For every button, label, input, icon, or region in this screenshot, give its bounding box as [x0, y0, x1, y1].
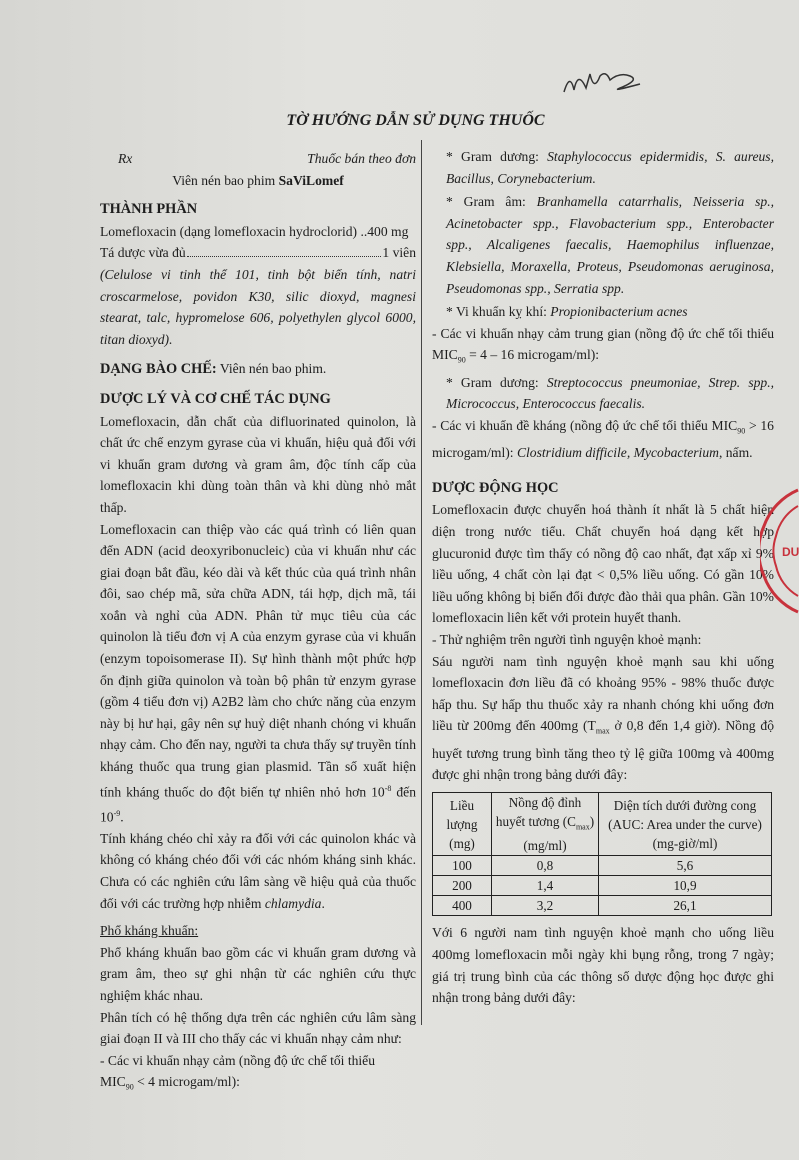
table-row [433, 856, 772, 876]
rx-label: Rx [118, 151, 133, 166]
sensitive-mic-value: < 4 microgam/ml): [133, 1074, 240, 1090]
p2-sup1: -8 [384, 783, 392, 793]
inter-gram-pos-label: * Gram dương: [446, 374, 547, 390]
mic-sub: 90 [737, 426, 746, 436]
excipients-list: (Celulose vi tinh thể 101, tinh bột biến tính, natri croscarmelose, povidon K30, silic dioxyd, magnesi stearat, talc, hypromelose 606, polyethylen glycol 6000, titan dioxyd). [100, 266, 416, 347]
mic-label: MIC [432, 347, 458, 363]
composition-line1: Lomefloxacin (dạng lomefloxacin hydroclorid) ..400 mg [100, 223, 409, 239]
cell: 200 [433, 876, 492, 896]
intermediate-intro: - Các vi khuẩn nhạy cảm trung gian (nồng độ ức chế tối thiểu [432, 325, 774, 341]
anaerobe-list: Propionibacterium acnes [550, 304, 688, 320]
official-stamp [760, 486, 799, 616]
intermediate-mic: = 4 – 16 microgam/ml): [465, 347, 600, 363]
mic-label: MIC [100, 1074, 126, 1090]
dot-leader [187, 256, 382, 257]
product-name: SaViLomef [278, 172, 344, 188]
resistant-list: Clostridium difficile, Mycobacterium [516, 445, 719, 461]
pk-p4: Với 6 người nam tình nguyện khoẻ mạnh cho uống liều 400mg lomefloxacin mỗi ngày khi bụng rỗng, trong 7 ngày; giá trị trung bình của các thông số dược động học được ghi nhận trong bảng dưới đây: [432, 925, 774, 1006]
dosage-form-text: Viên nén bao phim. [216, 361, 327, 377]
cell: 10,9 [599, 876, 772, 896]
pharmacology-p2 [100, 519, 416, 828]
table-row [433, 876, 772, 896]
right-column [432, 146, 774, 1009]
cell: 400 [433, 896, 492, 916]
p3-text: Tính kháng chéo chỉ xảy ra đối với các quinolon khác và không có kháng chéo đối với các nhóm kháng sinh khác. Chưa có các nghiên cứu lâm sàng về hiệu quả của thuốc đối với các trường hợp nhiễm [100, 830, 416, 911]
handwritten-signature [560, 62, 650, 102]
cmax-label: Nồng độ đỉnh huyết tương (C [495, 794, 582, 829]
pharmacology-p1: Lomefloxacin, dẫn chất của difluorinated quinolon, là chất ức chế enzym gyrase của vi khuẩn, hiệu quả đối với vi khuẩn gram dương và gram âm, độc tính cấp của lomefloxacin khi dùng toàn thân và khi dùng nhỏ mắt thấp. [100, 413, 416, 515]
inter-gram-pos-list: Streptococcus pneumoniae, Strep. spp., Micrococcus, Enterococcus faecalis. [446, 374, 774, 412]
left-column [100, 148, 416, 1099]
dosage-form-heading: DẠNG BÀO CHẾ: [100, 361, 217, 378]
header-auc: Diện tích dưới đường cong (AUC: Area under the curve) (mg-giờ/ml) [599, 792, 772, 856]
p2-mid: đến 10 [100, 784, 416, 825]
cell: 1,4 [492, 876, 599, 896]
cell: 26,1 [599, 896, 772, 916]
gram-neg-label: * Gram âm: [446, 194, 537, 210]
gram-pos-list: Staphylococcus epidermidis, S. aureus, Bacillus, Corynebacterium. [446, 149, 774, 186]
table-row [433, 896, 772, 916]
cmax-sub: max [575, 822, 590, 832]
resistant-intro: - Các vi khuẩn đề kháng (nồng độ ức chế tối thiểu [432, 417, 712, 433]
pk-p1: Lomefloxacin được chuyển hoá thành ít nhất là 5 chất hiện diện trong nước tiểu. Chất chuyển hoá dạng kết hợp glucuronid được tìm thấy có nồng độ cao nhất, đạt xấp xỉ 9% liều uống, 4 chất còn lại đạt < 0,5% liều uống. Có gần 10% liều uống không bị biến đổi được đào thải qua phân. Gần 10% lomefloxacin liên kết với protein huyết thanh. [432, 502, 774, 626]
spectrum-heading: Phổ kháng khuẩn: [100, 923, 199, 939]
sensitive-mic [100, 1071, 416, 1098]
pharmacology-heading: DƯỢC LÝ VÀ CƠ CHẾ TÁC DỤNG [100, 390, 331, 407]
pk-p3-text: Sáu người nam tình nguyện khoẻ mạnh sau khi uống lomefloxacin đơn liều đã có khoảng 95% - 98% thuốc được hấp thu. Sự hấp thu thuốc xảy ra nhanh chóng khi uống đơn liều từ 200mg đến 400mg (T [432, 653, 774, 734]
product-line [100, 170, 416, 192]
resistant-end: , nấm. [718, 445, 753, 461]
composition-heading: THÀNH PHẦN [100, 201, 198, 218]
spectrum-p2: Phân tích có hệ thống dựa trên các nghiên cứu lâm sàng giai đoạn II và III cho thấy các vi khuẩn nhạy cảm như: [100, 1009, 416, 1047]
cmax-unit: ) (mg/ml) [523, 813, 595, 854]
p2-text: Lomefloxacin can thiệp vào các quá trình có liên quan đến ADN (acid deoxyribonucleic) của vi khuẩn như các giai đoạn bắt đầu, kéo dài và kết thúc của quá trình nhân đôi, sao chép mã, sửa chữa ADN, tái hợp, dịch mã, tái xoắn và nghỉ của ADN. Phân tử mục tiêu của các quinolon là tiểu đơn vị A của enzym gyrase của vi khuẩn (enzym topoisomerase II). Sự hình thành một phức hợp ổn định giữa quinolon và toàn bộ phân tử enzym gyrase (gồm 4 tiểu đơn vị) A2B2 làm cho chức năng của enzym này bị hư hại, gây nên sự huỷ diệt nhanh chóng vi khuẩn nhạy cảm. Cho đến nay, người ta chưa thấy sự truyền tính kháng thuốc qua trung gian plasmid. Tần số xuất hiện tính kháng thuốc do đột biến tự nhiên nhỏ hơn 10 [100, 521, 416, 800]
header-dose: Liều lượng (mg) [433, 792, 492, 856]
composition-line2 [100, 242, 416, 264]
stamp-letters: DU [782, 545, 799, 559]
p3-italic: chlamydia [264, 895, 322, 911]
pk-p3-end: ở 0,8 đến 1,4 giờ). Nồng độ huyết tương trung bình tăng theo tỷ lệ giữa 100mg và 400mg được ghi nhận trong bảng dưới đây: [432, 718, 774, 783]
p3-end: . [321, 895, 325, 911]
document-title: TỜ HƯỚNG DẪN SỬ DỤNG THUỐC [286, 112, 545, 129]
pk-p2: - Thử nghiệm trên người tình nguyện khoẻ mạnh: [432, 631, 702, 647]
cell: 5,6 [599, 856, 772, 876]
gram-pos-label: * Gram dương: [446, 149, 548, 164]
cell: 100 [433, 856, 492, 876]
p2-sup2: -9 [113, 808, 121, 818]
excipient-value: 1 viên [382, 245, 416, 261]
gram-neg-list: Branhamella catarrhalis, Neisseria sp., Acinetobacter spp., Flavobacterium spp., Enterobacter spp., Alcaligenes faecalis, Haemophilus influenzae, Klebsiella, Moraxella, Proteus, Pseudomonas aeruginosa, Pseudomonas spp., Serratia spp. [446, 194, 774, 296]
pharmacokinetics-heading: DƯỢC ĐỘNG HỌC [432, 479, 559, 496]
product-prefix: Viên nén bao phim [172, 172, 279, 188]
mic-sub: 90 [457, 356, 466, 366]
header-cmax [492, 792, 599, 856]
resistant [432, 415, 774, 464]
anaerobe [432, 301, 774, 323]
mic-label: MIC [711, 417, 738, 433]
p2-end: . [120, 809, 124, 825]
spectrum-p1: Phổ kháng khuẩn bao gồm các vi khuẩn gram dương và gram âm, theo sự ghi nhận từ các nghiên cứu thực nghiệm khác nhau. [100, 944, 416, 1004]
prescription-note: Thuốc bán theo đơn [307, 151, 416, 166]
mic-sub: 90 [125, 1083, 134, 1093]
sensitive-intro: - Các vi khuẩn nhạy cảm (nồng độ ức chế tối thiểu [100, 1052, 376, 1068]
pk-table [432, 792, 772, 917]
pk-p3 [432, 651, 774, 786]
pharmacology-p3 [100, 828, 416, 914]
anaerobe-label: * Vi khuẩn kỵ khí: [446, 304, 551, 320]
intermediate [432, 323, 774, 372]
cell: 3,2 [492, 896, 599, 916]
gram-positive [432, 146, 774, 189]
tmax-sub: max [595, 727, 610, 736]
inter-gram-positive [432, 372, 774, 415]
resistant-mic: > 16 microgam/ml): [432, 417, 774, 461]
cell: 0,8 [492, 856, 599, 876]
gram-negative [432, 191, 774, 299]
excipient-label: Tá dược vừa đủ [100, 245, 186, 261]
dosage-form [100, 358, 416, 381]
table-header-row [433, 792, 772, 856]
column-divider [421, 140, 422, 1025]
